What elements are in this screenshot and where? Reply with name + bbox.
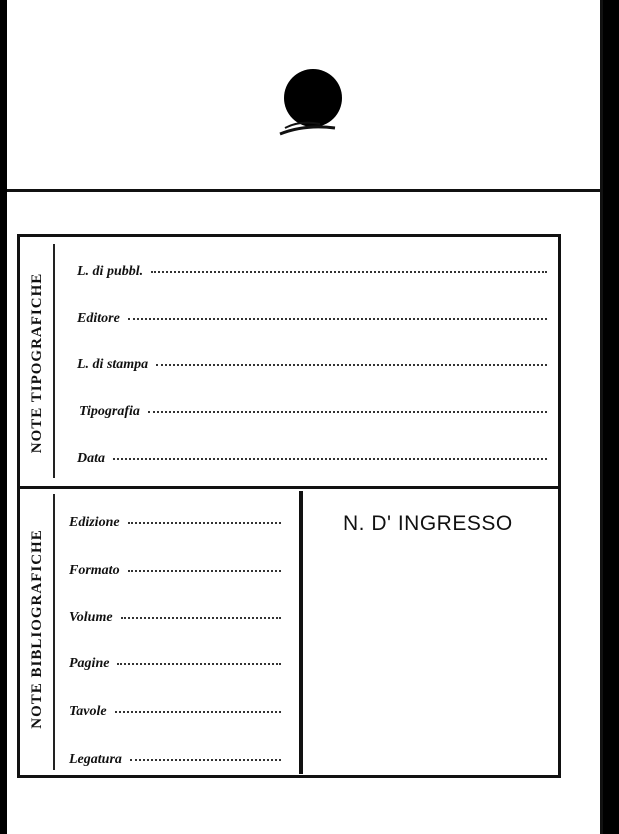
field-dotted-line: [113, 457, 547, 460]
bibliographic-inner-line: [53, 494, 55, 770]
catalog-card: [7, 0, 603, 834]
field-dotted-line: [117, 662, 281, 665]
field-formato: Formato: [69, 563, 281, 579]
field-dotted-line: [151, 270, 547, 273]
typographic-inner-line: [53, 244, 55, 478]
field-tipografia: Tipografia: [79, 404, 547, 420]
card-right-edge: [600, 0, 603, 834]
field-volume: Volume: [69, 610, 281, 626]
field-pagine: Pagine: [69, 656, 281, 672]
punch-hole-shadow: [275, 110, 345, 140]
field-tavole: Tavole: [69, 704, 281, 720]
accession-number-label: N. D' INGRESSO: [343, 512, 513, 535]
field-dotted-line: [115, 710, 281, 713]
fold-line: [7, 189, 603, 192]
field-luogo-pubblicazione: L. di pubbl.: [77, 264, 547, 280]
field-dotted-line: [128, 521, 281, 524]
field-luogo-stampa: L. di stampa: [77, 357, 547, 373]
section-separator: [17, 486, 561, 489]
field-legatura: Legatura: [69, 752, 281, 768]
field-dotted-line: [130, 758, 281, 761]
section-title-typographic: NOTE TIPOGRAFICHE: [29, 272, 45, 454]
column-separator: [299, 491, 303, 774]
field-dotted-line: [128, 317, 547, 320]
field-editore: Editore: [77, 311, 547, 327]
field-data: Data: [77, 451, 547, 467]
field-dotted-line: [148, 410, 547, 413]
section-title-bibliographic: NOTE BIBLIOGRAFICHE: [29, 529, 45, 729]
field-dotted-line: [128, 569, 281, 572]
field-edizione: Edizione: [69, 515, 281, 531]
field-dotted-line: [156, 363, 547, 366]
field-dotted-line: [121, 616, 281, 619]
